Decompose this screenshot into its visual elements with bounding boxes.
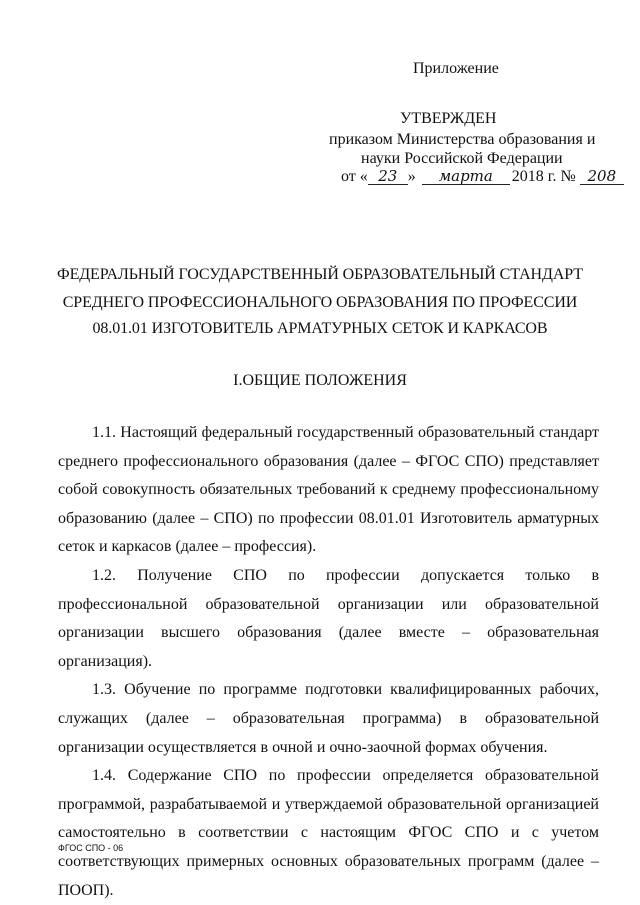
approved-label: УТВЕРЖДЕН [400,110,497,127]
date-year: 2018 г. № [511,168,576,185]
body-text [58,419,599,905]
paragraph-1-3: 1.3. Обучение по программе подготовки квалифицированных рабочих, служащих (далее – образовательная программа) в образовательной организации осуществляется в очной и очно-заочной формах обучения. [58,681,599,756]
section-heading: I.ОБЩИЕ ПОЛОЖЕНИЯ [233,372,407,389]
handwritten-month: марта [422,169,510,185]
handwritten-day: 23 [368,169,408,185]
paragraph-1-4: 1.4. Содержание СПО по профессии определяется образовательной программой, разрабатываемой и утверждаемой образовательной организацией самостоятельно в соответствии с настоящим ФГОС СПО и с учетом соответствующих примерных основных образовательных программ (далее – ПООП). [58,767,599,899]
appendix-label: Приложение [413,60,499,77]
date-prefix: от « [341,168,368,185]
order-line-1: приказом Министерства образования и [329,131,596,148]
document-title-line-3: 08.01.01 ИЗГОТОВИТЕЛЬ АРМАТУРНЫХ СЕТОК И КАРКАСОВ [92,320,548,337]
order-date-line [341,168,624,186]
paragraph-1-2: 1.2. Получение СПО по профессии допускается только в профессиональной образовательной организации или образовательной организации высшего образования (далее вместе – образовательная организация). [58,566,599,670]
document-title-line-2: СРЕДНЕГО ПРОФЕССИОНАЛЬНОГО ОБРАЗОВАНИЯ ПО ПРОФЕССИИ [62,294,578,311]
handwritten-order-number: 208 [580,169,624,185]
date-mid: » [407,168,416,185]
footer-code: ФГОС СПО - 06 [58,843,124,853]
paragraph-1-1: 1.1. Настоящий федеральный государственный образовательный стандарт среднего профессионального образования (далее – ФГОС СПО) представляет собой совокупность обязательных требований к среднему профессиональному образованию (далее – СПО) по профессии 08.01.01 Изготовитель арматурных сеток и каркасов (далее – профессия). [58,424,599,556]
document-title-line-1: ФЕДЕРАЛЬНЫЙ ГОСУДАРСТВЕННЫЙ ОБРАЗОВАТЕЛЬНЫЙ СТАНДАРТ [57,266,583,283]
order-line-2: науки Российской Федерации [361,150,563,167]
